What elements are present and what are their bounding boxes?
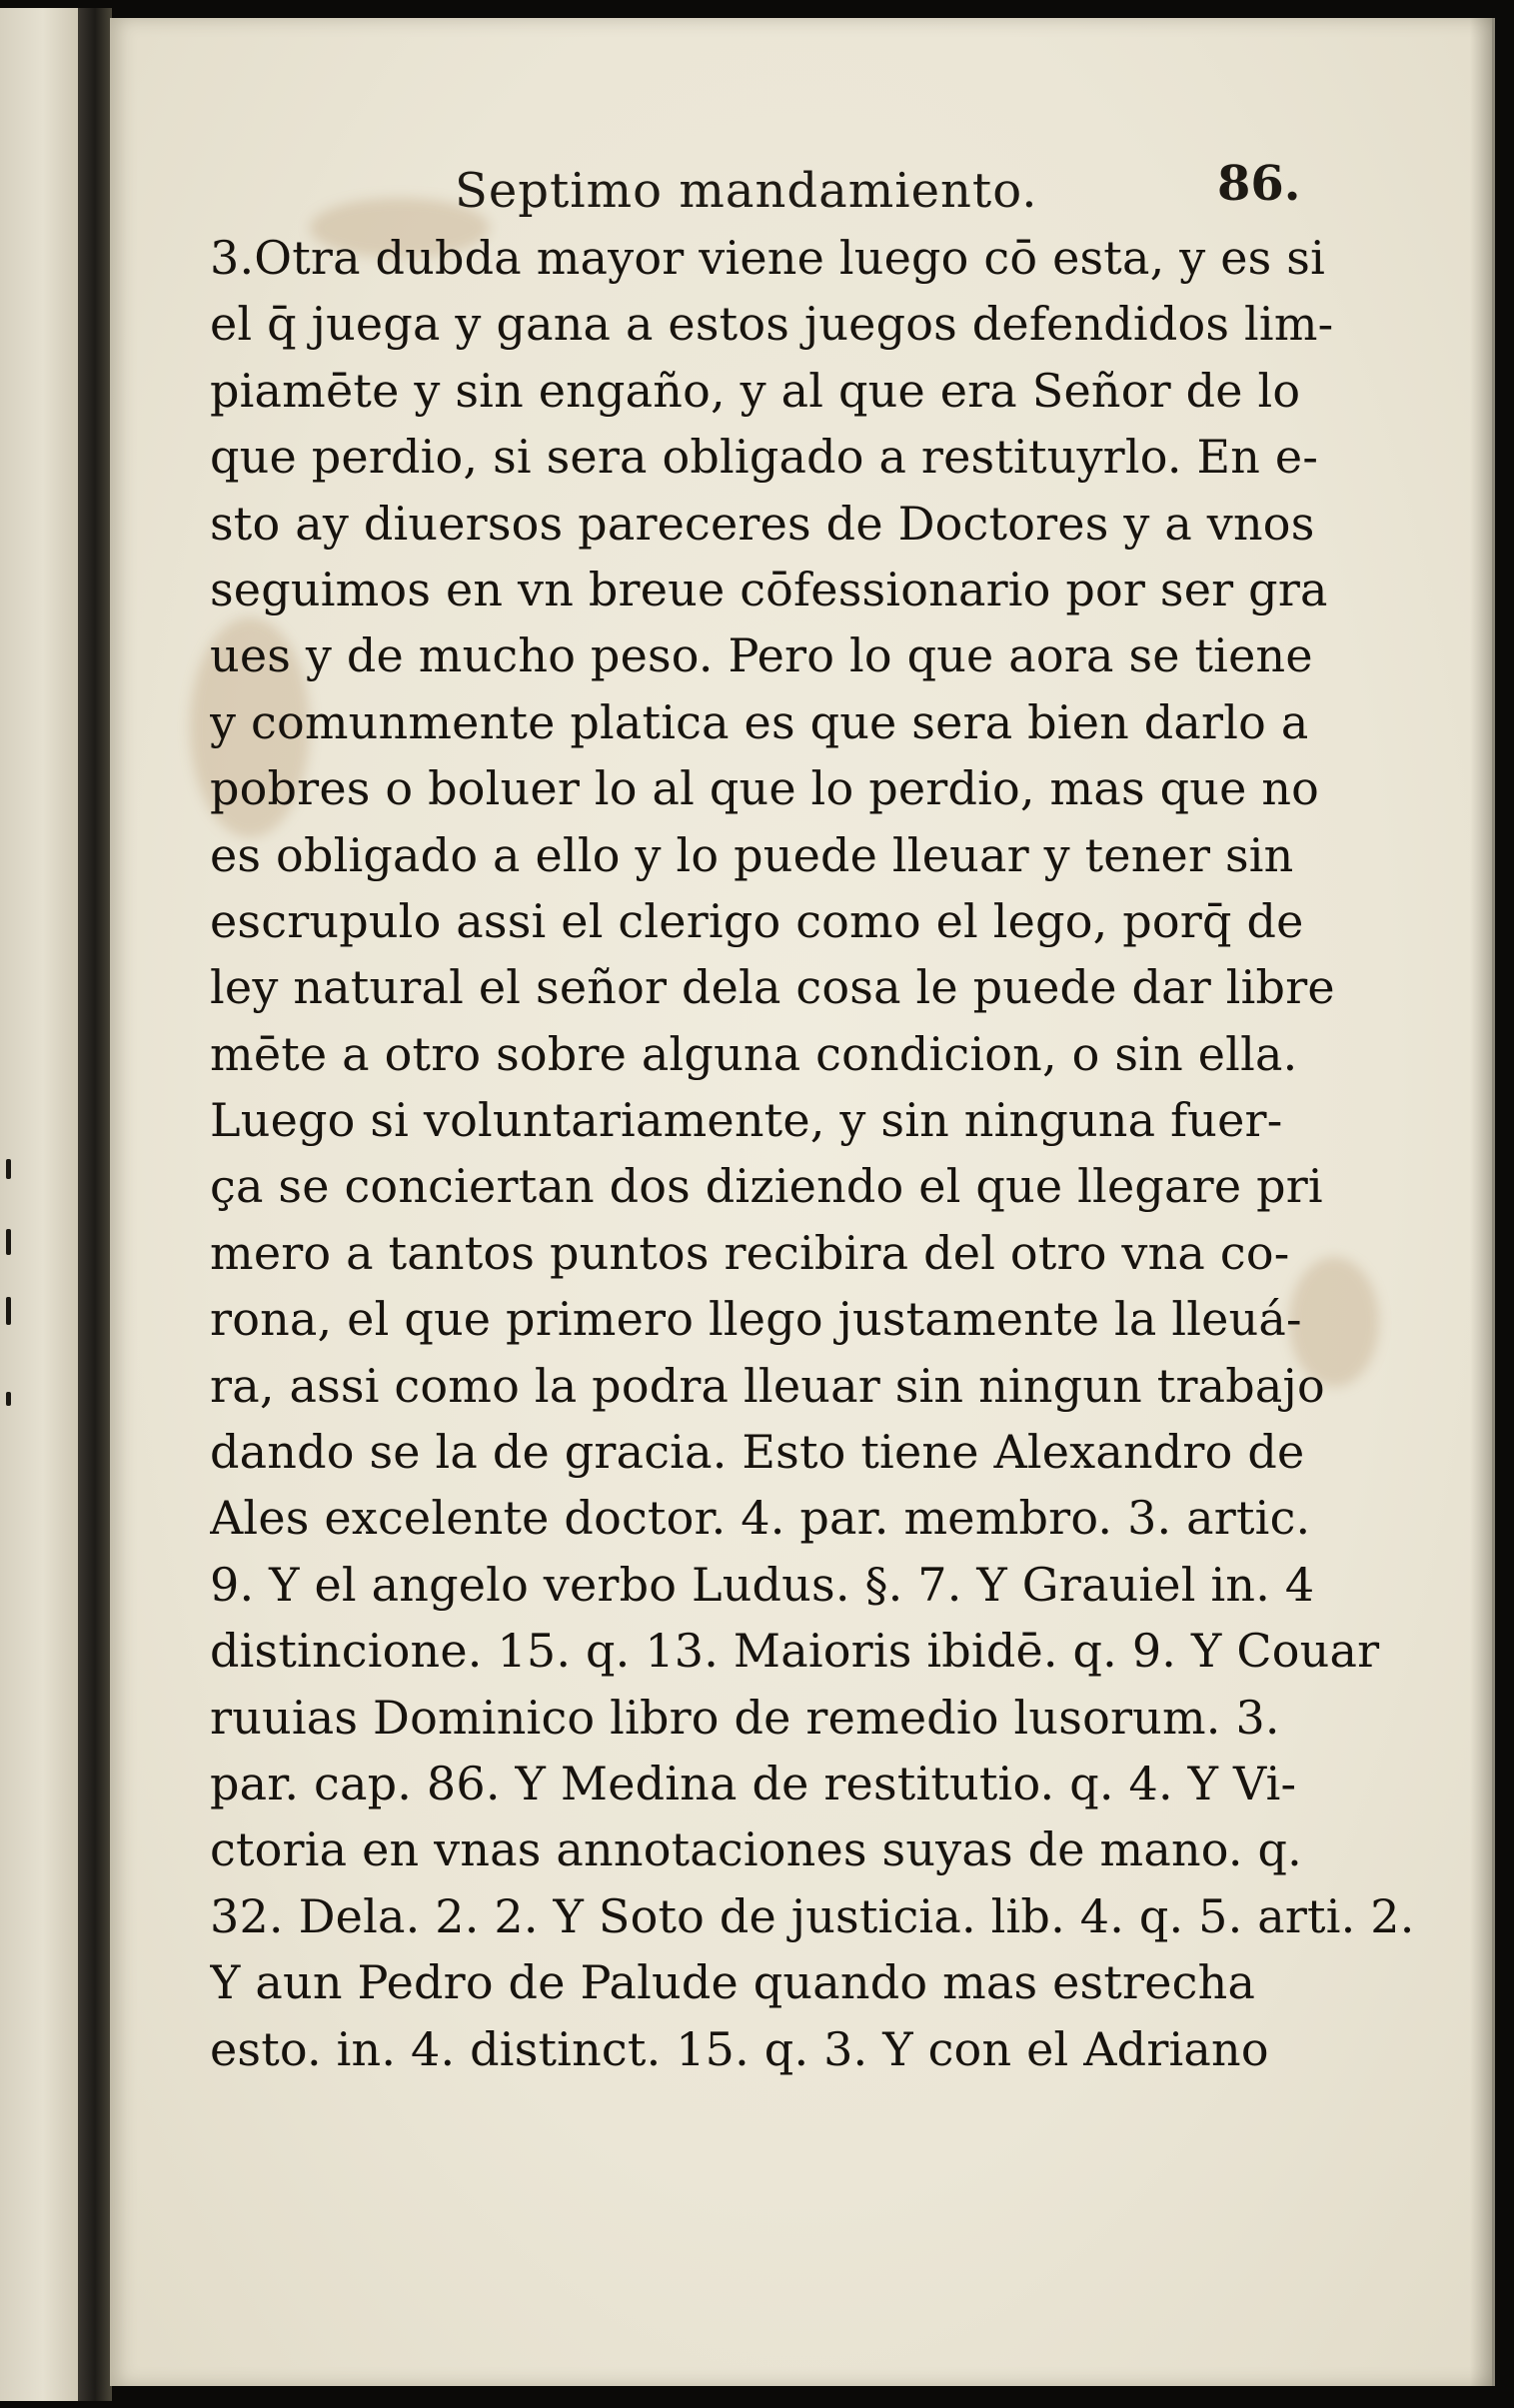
- text-line: escrupulo assi el clerigo como el lego, porq̄ de: [210, 893, 1304, 948]
- text-line: piamēte y sin engaño, y al que era Señor de lo: [210, 363, 1301, 418]
- text-line: el q̄ juega y gana a estos juegos defendidos lim-: [210, 297, 1334, 352]
- page-edge-shadow: [1470, 18, 1492, 2386]
- text-line: dando se la de gracia. Esto tiene Alexandro de: [210, 1425, 1305, 1480]
- page-number: 86.: [1217, 156, 1301, 212]
- text-line: Ales excelente doctor. 4. par. membro. 3. artic.: [210, 1491, 1311, 1546]
- book-gutter: [78, 8, 112, 2401]
- adjacent-page-edge: [0, 8, 80, 2401]
- text-line: seguimos en vn breue cōfessionario por ser gra: [210, 562, 1328, 616]
- text-line: ruuias Dominico libro de remedio lusorum. 3.: [210, 1690, 1280, 1745]
- text-line: par. cap. 86. Y Medina de restitutio. q. 4. Y Vi-: [210, 1756, 1297, 1810]
- text-line: esto. in. 4. distinct. 15. q. 3. Y con el Adriano: [210, 2021, 1269, 2076]
- text-line: y comunmente platica es que sera bien darlo a: [210, 694, 1309, 749]
- adjacent-page-mark: [6, 1392, 11, 1406]
- text-line: 3.Otra dubda mayor viene luego cō esta, y es si: [210, 231, 1326, 285]
- text-line: sto ay diuersos pareceres de Doctores y a vnos: [210, 496, 1315, 551]
- running-head: Septimo mandamiento.: [455, 163, 1038, 219]
- text-line: 32. Dela. 2. 2. Y Soto de justicia. lib. 4. q. 5. arti. 2.: [210, 1888, 1415, 1943]
- text-line: mēte a otro sobre alguna condicion, o sin ella.: [210, 1026, 1298, 1081]
- text-line: ra, assi como la podra lleuar sin ningun trabajo: [210, 1358, 1325, 1413]
- book-page: [110, 18, 1495, 2386]
- text-line: 9. Y el angelo verbo Ludus. §. 7. Y Grauiel in. 4: [210, 1557, 1315, 1612]
- text-line: rona, el que primero llego justamente la lleuá-: [210, 1292, 1302, 1347]
- text-line: es obligado a ello y lo puede lleuar y tener sin: [210, 827, 1294, 882]
- text-line: ley natural el señor dela cosa le puede dar libre: [210, 960, 1335, 1015]
- adjacent-page-mark: [6, 1229, 11, 1255]
- body-text: [210, 225, 1469, 2082]
- text-line: ça se conciertan dos diziendo el que llegare pri: [210, 1159, 1323, 1214]
- text-line: distincione. 15. q. 13. Maioris ibidē. q. 9. Y Couar: [210, 1624, 1380, 1679]
- text-line: ctoria en vnas annotaciones suyas de mano. q.: [210, 1822, 1302, 1877]
- text-line: Luego si voluntariamente, y sin ninguna fuer-: [210, 1093, 1283, 1148]
- adjacent-page-mark: [6, 1159, 11, 1179]
- text-line: pobres o boluer lo al que lo perdio, mas que no: [210, 761, 1320, 816]
- text-line: Y aun Pedro de Palude quando mas estrecha: [210, 1955, 1256, 2010]
- text-line: mero a tantos puntos recibira del otro vna co-: [210, 1225, 1290, 1280]
- text-line: ues y de mucho peso. Pero lo que aora se tiene: [210, 628, 1313, 683]
- adjacent-page-mark: [6, 1297, 11, 1325]
- text-line: que perdio, si sera obligado a restituyrlo. En e-: [210, 430, 1319, 485]
